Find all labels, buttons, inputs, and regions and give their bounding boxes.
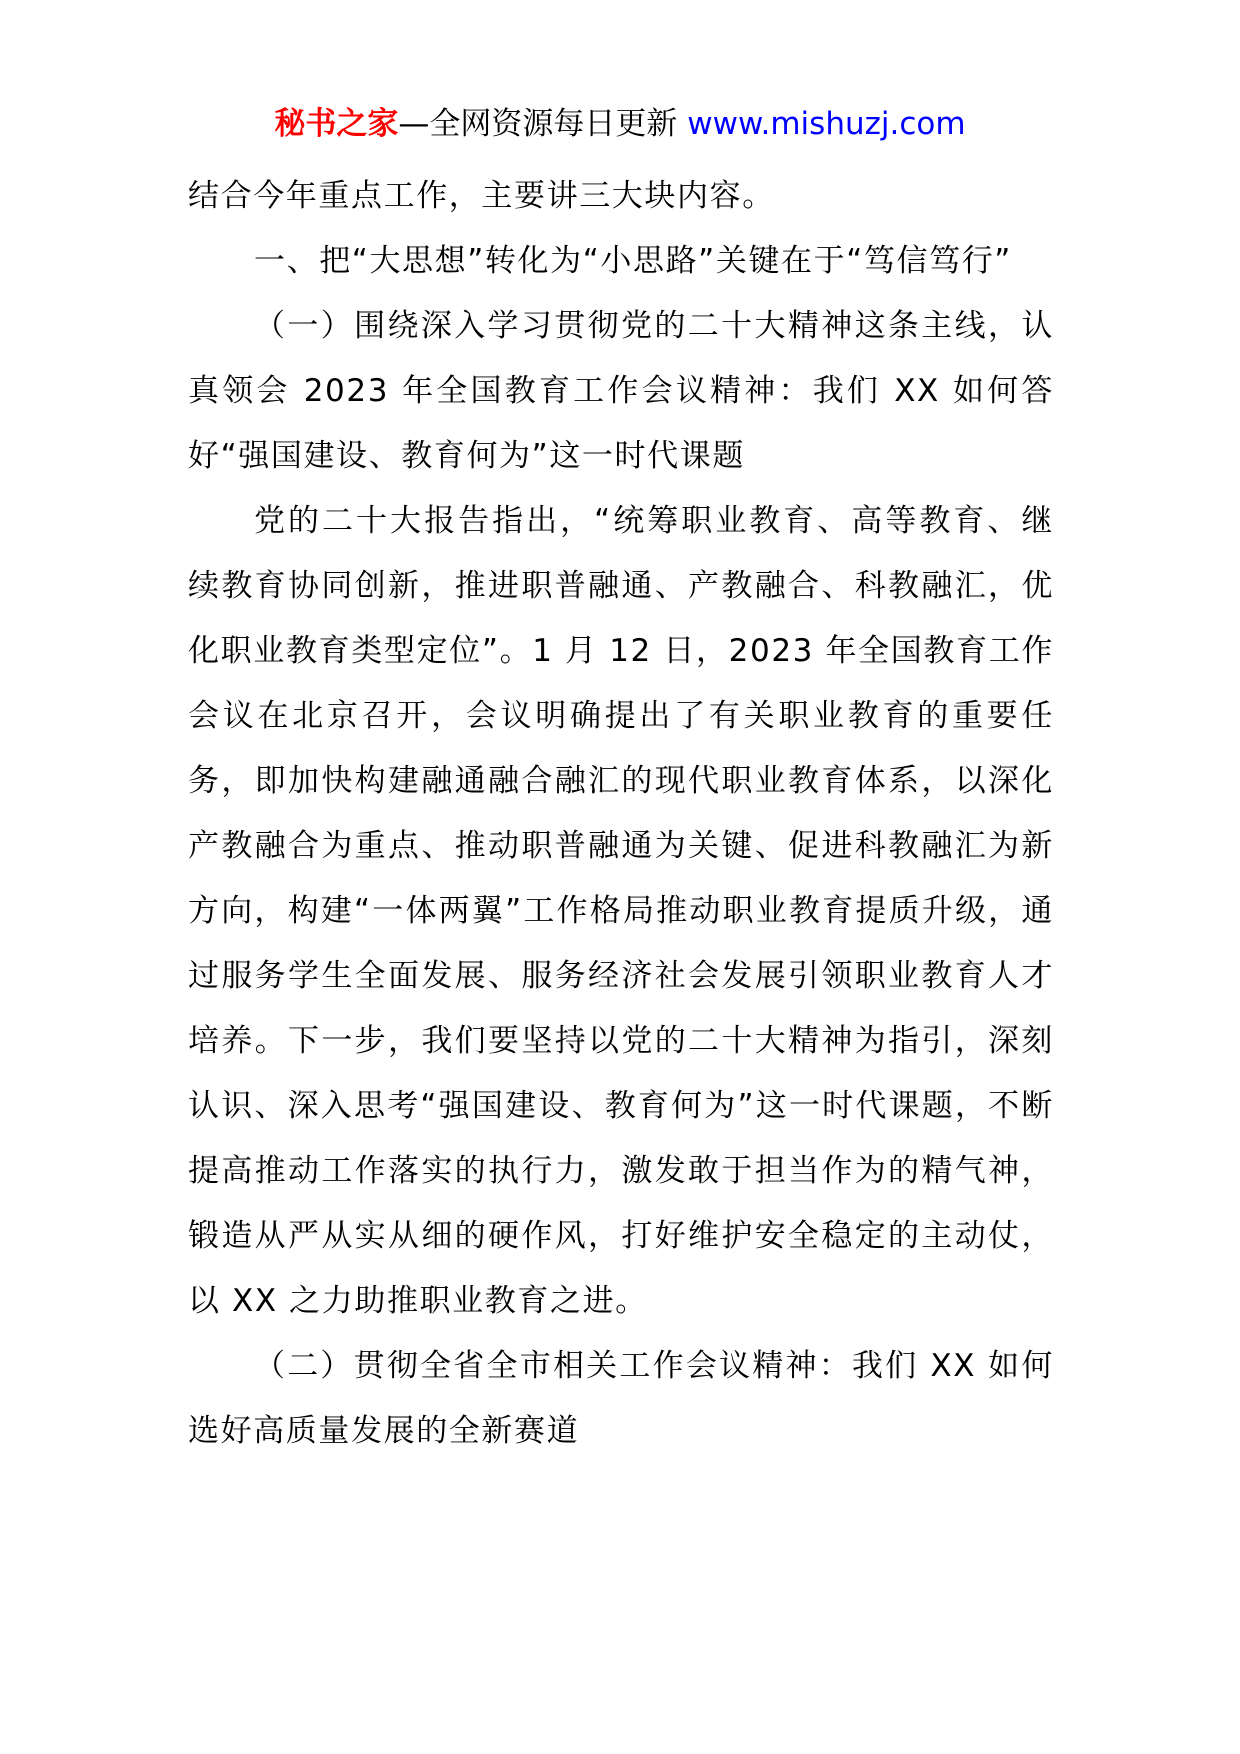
subsection-heading-2: （二）贯彻全省全市相关工作会议精神：我们 XX 如何选好高质量发展的全新赛道 xyxy=(188,1348,1054,1449)
section-heading-1: 一、把“大思想”转化为“小思路”关键在于“笃信笃行” xyxy=(254,243,1012,279)
brand-name: 秘书之家 xyxy=(274,106,399,142)
paragraph-intro: 结合今年重点工作，主要讲三大块内容。 xyxy=(188,178,775,214)
website-link[interactable]: www.mishuzj.com xyxy=(687,106,966,142)
document-body xyxy=(188,164,1054,1464)
subsection-heading-1: （一）围绕深入学习贯彻党的二十大精神这条主线，认真领会 2023 年全国教育工作会议精神：我们 XX 如何答好“强国建设、教育何为”这一时代课题 xyxy=(188,308,1054,474)
paragraph-body: 党的二十大报告指出，“统筹职业教育、高等教育、继续教育协同创新，推进职普融通、产教融合、科教融汇，优化职业教育类型定位”。1 月 12 日，2023 年全国教育工作会议在北京召开，会议明确提出了有关职业教育的重要任务，即加快构建融通融合融汇的现代职业教育体系，以深化产教融合为重点、推动职普融通为关键、促进科教融汇为新方向，构建“一体两翼”工作格局推动职业教育提质升级，通过服务学生全面发展、服务经济社会发展引领职业教育人才培养。下一步，我们要坚持以党的二十大精神为指引，深刻认识、深入思考“强国建设、教育何为”这一时代课题，不断提高推动工作落实的执行力，激发敢于担当作为的精气神，锻造从严从实从细的硬作风，打好维护安全稳定的主动仗，以 XX 之力助推职业教育之进。 xyxy=(188,503,1054,1319)
page-header xyxy=(0,100,1240,148)
header-slogan: —全网资源每日更新 xyxy=(398,106,688,142)
